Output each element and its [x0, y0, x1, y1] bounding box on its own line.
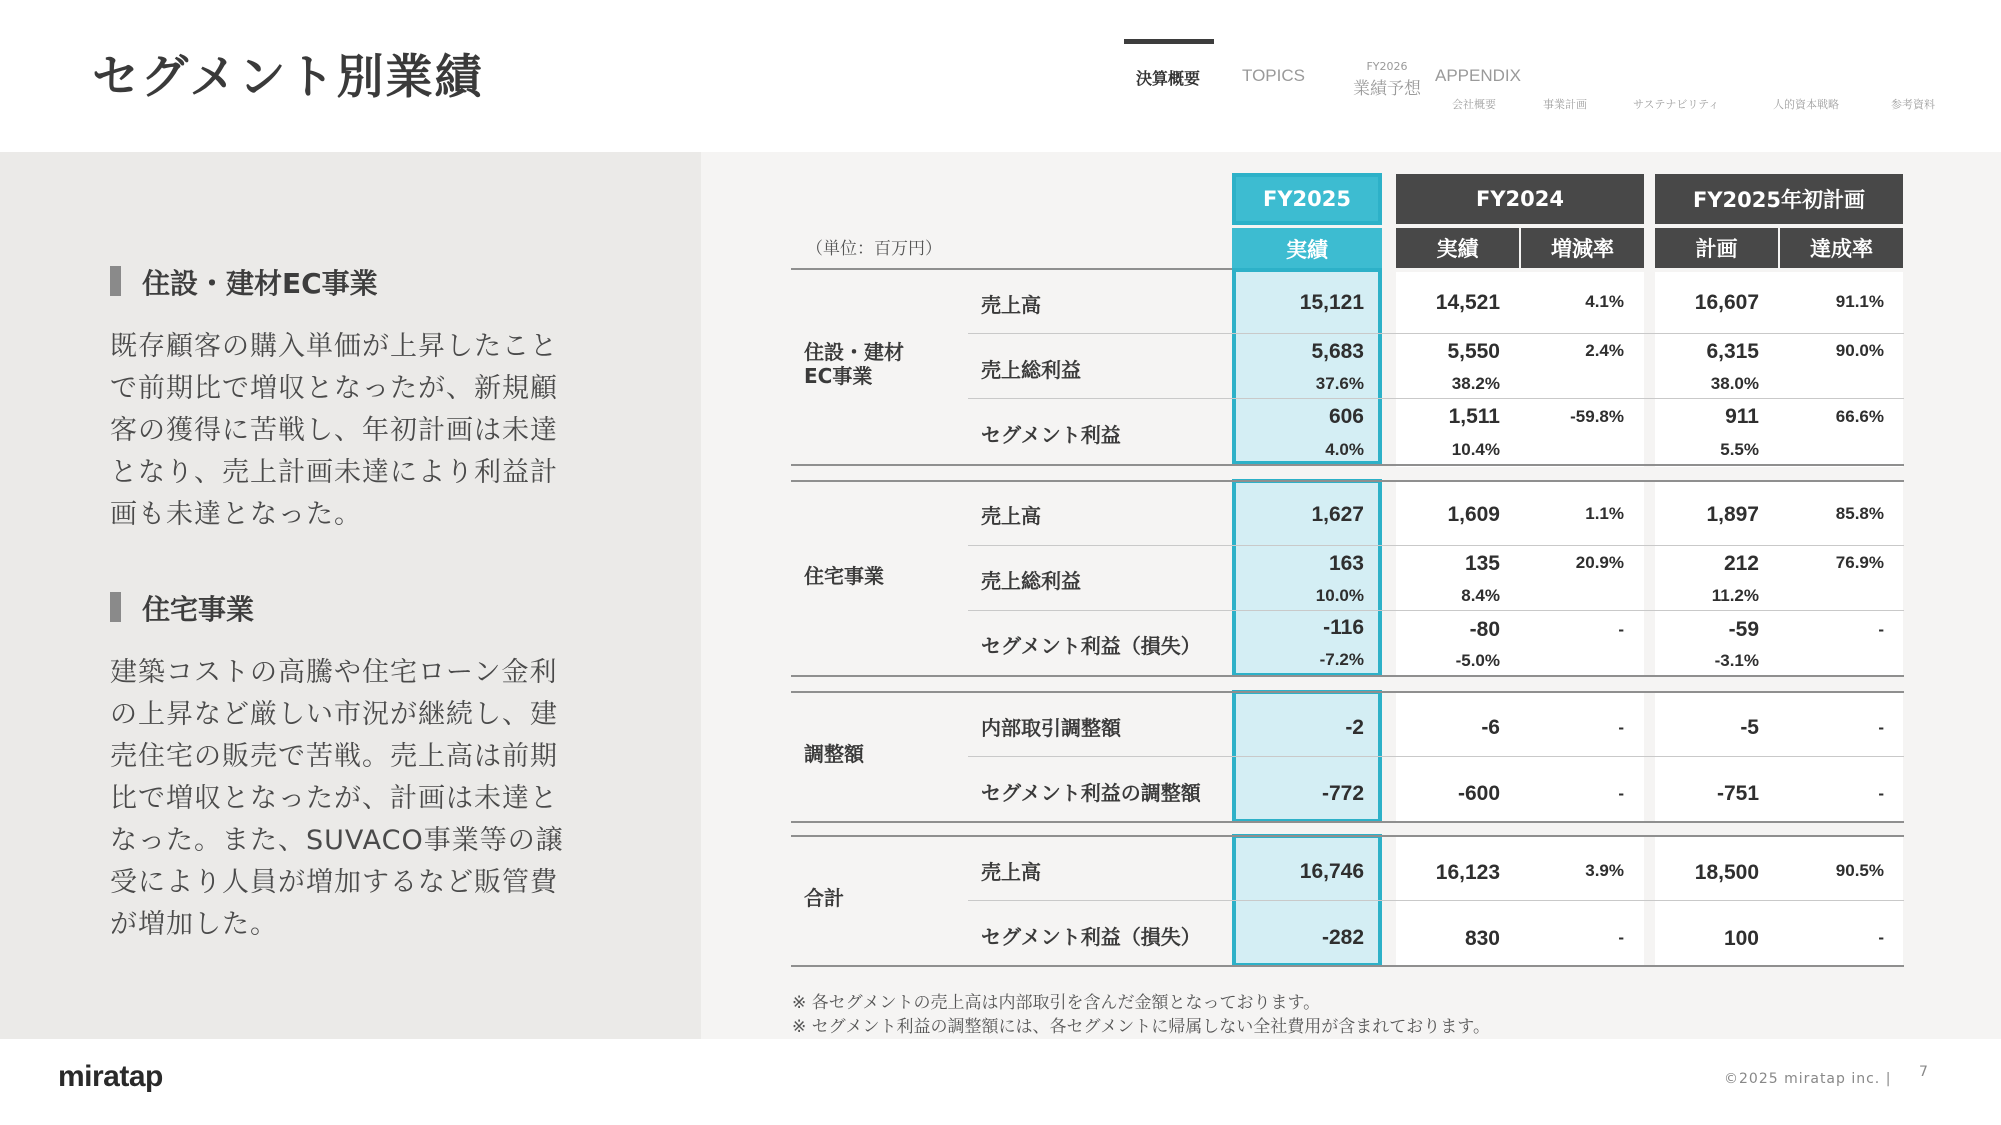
body-line: 受により人員が増加するなど販管費 [110, 867, 558, 898]
tab-topics[interactable]: TOPICS [1242, 66, 1305, 85]
cell-achievement: - [1878, 784, 1884, 803]
body-line: 客の獲得に苦戦し、年初計画は未達 [110, 415, 558, 446]
cell-fy2025: -772 [1321, 782, 1364, 805]
body-line: となり、売上計画未達により利益計 [110, 457, 558, 488]
header-fy2024-change: 増減率 [1521, 228, 1644, 268]
subtab-reference[interactable]: 参考資料 [1891, 98, 1935, 111]
cell-achievement: 90.5% [1835, 861, 1884, 880]
cell-fy2024: -600 [1457, 782, 1500, 805]
cell-plan: -751 [1716, 782, 1759, 805]
table-rule [791, 965, 1904, 967]
company-logo: miratap [58, 1060, 163, 1093]
commentary-housing [110, 588, 590, 946]
cell-fy2024-ratio: 8.4% [1461, 586, 1500, 605]
segment-label-line: 住設・建材 [804, 340, 904, 364]
cell-plan: 911 [1725, 405, 1759, 428]
subtab-business-plan[interactable]: 事業計画 [1543, 98, 1587, 111]
cell-fy2024-ratio: -5.0% [1455, 651, 1500, 670]
section-heading: 住設・建材EC事業 [110, 262, 590, 302]
row-label: 売上高 [981, 860, 1041, 884]
subtab-company-overview[interactable]: 会社概要 [1452, 98, 1496, 111]
table-rule [968, 333, 1904, 334]
cell-achievement: - [1878, 928, 1884, 947]
section-body [110, 326, 590, 536]
cell-plan-ratio: 11.2% [1711, 586, 1759, 605]
table-rule [968, 900, 1904, 901]
cell-fy2025: 16,746 [1299, 860, 1364, 883]
body-line: 売住宅の販売で苦戦。売上高は前期 [110, 741, 558, 772]
header-plan-achievement: 達成率 [1780, 228, 1903, 268]
header-plan: FY2025年初計画 [1655, 174, 1903, 224]
cell-change: - [1618, 620, 1624, 639]
footnote: ※ セグメント利益の調整額には、各セグメントに帰属しない全社費用が含まれております。 [792, 1017, 1490, 1037]
row-label: 内部取引調整額 [981, 716, 1121, 740]
tab-forecast-year[interactable]: FY2026 [1366, 60, 1408, 73]
cell-fy2024: 830 [1464, 927, 1500, 950]
cell-plan: 100 [1723, 927, 1759, 950]
segment-label-housing: 住宅事業 [804, 564, 884, 588]
body-line: 比で増収となったが、計画は未達と [110, 783, 558, 814]
tab-appendix[interactable]: APPENDIX [1435, 66, 1521, 85]
cell-plan: 212 [1723, 552, 1759, 575]
cell-achievement: - [1878, 620, 1884, 639]
cell-change: 4.1% [1585, 292, 1624, 311]
cell-change: - [1618, 784, 1624, 803]
body-line: 画も未達となった。 [110, 499, 362, 530]
cell-fy2025: -282 [1321, 926, 1364, 949]
body-line: で前期比で増収となったが、新規顧 [110, 373, 558, 404]
body-line: なった。また、SUVACO事業等の譲 [110, 825, 564, 856]
cell-change: 20.9% [1575, 553, 1624, 572]
table-rule [791, 835, 1904, 837]
header-fy2024-actual: 実績 [1396, 228, 1519, 268]
page-title: セグメント別業績 [92, 50, 484, 105]
cell-achievement: 91.1% [1835, 292, 1884, 311]
commentary-ec [110, 262, 590, 536]
cell-fy2025-ratio: 4.0% [1325, 440, 1364, 459]
body-line: 建築コストの高騰や住宅ローン金利 [110, 657, 558, 688]
cell-fy2024-ratio: 38.2% [1451, 374, 1500, 393]
cell-plan: 1,897 [1706, 503, 1759, 526]
row-label: セグメント利益（損失） [981, 925, 1201, 949]
header-fy2025: FY2025 [1232, 173, 1382, 225]
table-rule [791, 691, 1904, 693]
cell-plan: 16,607 [1694, 291, 1759, 314]
cell-achievement: - [1878, 718, 1884, 737]
cell-fy2025: 1,627 [1311, 503, 1364, 526]
segment-label-ec [804, 340, 904, 388]
header-fy2025-actual: 実績 [1232, 228, 1382, 270]
cell-fy2025-ratio: -7.2% [1319, 650, 1364, 669]
row-label: セグメント利益の調整額 [981, 781, 1201, 805]
unit-label: （単位：百万円） [806, 239, 942, 259]
cell-fy2024: -80 [1469, 618, 1500, 641]
cell-plan: -5 [1740, 716, 1759, 739]
cell-fy2025-ratio: 10.0% [1315, 586, 1364, 605]
active-tab-indicator [1124, 39, 1214, 44]
body-line: が増加した。 [110, 909, 278, 940]
table-rule [791, 268, 1232, 270]
header-plan-value: 計画 [1655, 228, 1778, 268]
table-rule [968, 610, 1904, 611]
cell-change: 2.4% [1585, 341, 1624, 360]
table-rule [968, 545, 1904, 546]
cell-fy2025: 15,121 [1299, 291, 1364, 314]
table-rule [968, 398, 1904, 399]
cell-fy2024-ratio: 10.4% [1451, 440, 1500, 459]
row-label: セグメント利益（損失） [981, 634, 1201, 658]
cell-fy2024: 1,511 [1448, 405, 1500, 428]
subtab-human-capital[interactable]: 人的資本戦略 [1773, 98, 1839, 111]
row-label: 売上高 [981, 504, 1041, 528]
cell-fy2025: 606 [1328, 405, 1364, 428]
cell-achievement: 76.9% [1835, 553, 1884, 572]
cell-fy2024: 1,609 [1447, 503, 1500, 526]
header-fy2024: FY2024 [1396, 174, 1644, 224]
segment-label-adjustment: 調整額 [804, 742, 864, 766]
cell-change: - [1618, 718, 1624, 737]
table-rule [791, 821, 1904, 823]
cell-achievement: 85.8% [1835, 504, 1884, 523]
body-line: 既存顧客の購入単価が上昇したこと [110, 331, 558, 362]
cell-change: - [1618, 928, 1624, 947]
table-rule [791, 675, 1904, 677]
cell-plan-ratio: 38.0% [1710, 374, 1759, 393]
cell-fy2025: 163 [1328, 552, 1364, 575]
cell-fy2025: 5,683 [1311, 340, 1364, 363]
tab-results-summary[interactable]: 決算概要 [1136, 71, 1201, 88]
cell-achievement: 90.0% [1835, 341, 1884, 360]
cell-plan: 6,315 [1706, 340, 1759, 363]
cell-change: -59.8% [1570, 407, 1624, 426]
table-rule [791, 464, 1904, 466]
cell-fy2025: -2 [1345, 716, 1364, 739]
row-label: 売上高 [981, 293, 1041, 317]
cell-fy2025-ratio: 37.6% [1315, 374, 1364, 393]
cell-plan-ratio: 5.5% [1720, 440, 1759, 459]
row-label: 売上総利益 [981, 358, 1081, 382]
section-body [110, 652, 590, 946]
footnote: ※ 各セグメントの売上高は内部取引を含んだ金額となっております。 [792, 993, 1321, 1013]
row-label: 売上総利益 [981, 569, 1081, 593]
cell-change: 3.9% [1585, 861, 1624, 880]
cell-fy2024: 135 [1464, 552, 1500, 575]
cell-plan: 18,500 [1694, 861, 1759, 884]
cell-fy2024: 14,521 [1435, 291, 1500, 314]
cell-change: 1.1% [1585, 504, 1624, 523]
page-number: 7 [1919, 1064, 1928, 1080]
cell-fy2025: -116 [1323, 616, 1364, 639]
subtab-sustainability[interactable]: サステナビリティ [1633, 98, 1720, 111]
table-rule [791, 480, 1904, 482]
cell-fy2024: 5,550 [1447, 340, 1500, 363]
cell-achievement: 66.6% [1835, 407, 1884, 426]
section-nav [1120, 0, 1960, 120]
cell-fy2024: -6 [1481, 716, 1500, 739]
cell-plan: -59 [1728, 618, 1759, 641]
table-rule [968, 756, 1904, 757]
segment-label-line: EC事業 [804, 364, 873, 388]
body-line: の上昇など厳しい市況が継続し、建 [110, 699, 558, 730]
tab-forecast[interactable]: 業績予想 [1353, 79, 1421, 99]
cell-plan-ratio: -3.1% [1714, 651, 1759, 670]
segment-label-total: 合計 [804, 886, 844, 910]
section-heading: 住宅事業 [110, 588, 590, 628]
cell-fy2024: 16,123 [1435, 861, 1500, 884]
copyright: ©2025 miratap inc. | [1724, 1071, 1892, 1087]
row-label: セグメント利益 [981, 423, 1121, 447]
